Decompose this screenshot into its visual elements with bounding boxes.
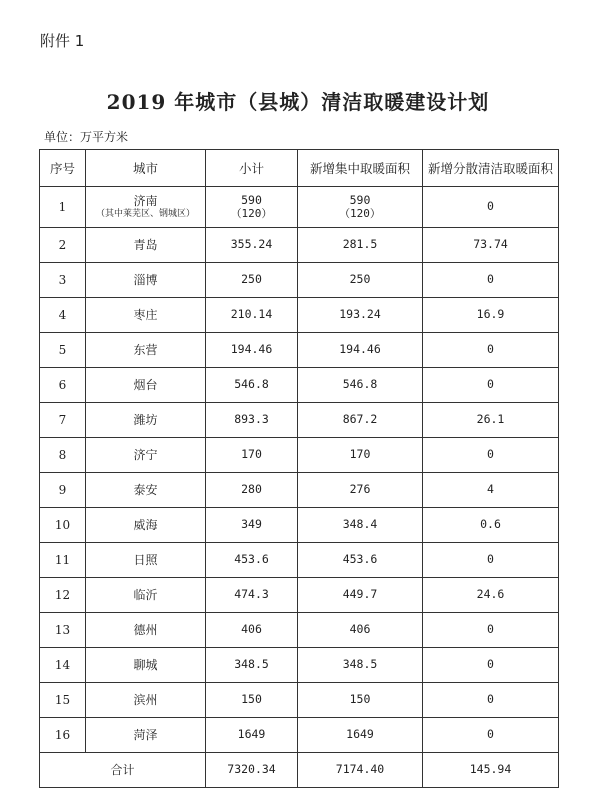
city-cell: 聊城	[86, 648, 206, 683]
scattered-cell: 0	[423, 718, 559, 753]
scattered-cell: 0	[423, 613, 559, 648]
scattered-cell: 0	[423, 683, 559, 718]
row-number: 2	[40, 228, 86, 263]
scattered-cell: 73.74	[423, 228, 559, 263]
city-cell	[86, 187, 206, 228]
central-value: 590	[349, 192, 371, 207]
city-name: 济南	[133, 194, 158, 209]
city-cell: 东营	[86, 333, 206, 368]
table-row	[40, 368, 559, 403]
subtotal-cell: 546.8	[206, 368, 298, 403]
city-cell: 潍坊	[86, 403, 206, 438]
scattered-cell: 4	[423, 473, 559, 508]
city-cell: 青岛	[86, 228, 206, 263]
table-row	[40, 613, 559, 648]
central-cell: 348.4	[298, 508, 423, 543]
central-cell: 406	[298, 613, 423, 648]
scattered-cell: 0	[423, 648, 559, 683]
total-label: 合计	[40, 753, 206, 788]
table-row	[40, 543, 559, 578]
city-cell: 日照	[86, 543, 206, 578]
subtotal-cell: 474.3	[206, 578, 298, 613]
scattered-cell: 24.6	[423, 578, 559, 613]
subtotal-cell: 250	[206, 263, 298, 298]
row-number: 14	[40, 648, 86, 683]
table-header-row	[40, 150, 559, 187]
scattered-cell: 0	[423, 333, 559, 368]
city-cell: 菏泽	[86, 718, 206, 753]
subtotal-cell: 170	[206, 438, 298, 473]
column-header: 新增集中取暖面积	[298, 150, 423, 187]
subtotal-cell: 280	[206, 473, 298, 508]
total-row	[40, 753, 559, 788]
row-number: 15	[40, 683, 86, 718]
table-row	[40, 578, 559, 613]
table-row	[40, 228, 559, 263]
scattered-cell: 16.9	[423, 298, 559, 333]
table-row	[40, 438, 559, 473]
column-header: 新增分散清洁取暖面积	[423, 150, 559, 187]
central-cell: 348.5	[298, 648, 423, 683]
city-cell: 泰安	[86, 473, 206, 508]
scattered-cell: 0	[423, 543, 559, 578]
central-cell: 281.5	[298, 228, 423, 263]
column-header: 序号	[40, 150, 86, 187]
table-row	[40, 263, 559, 298]
row-number: 7	[40, 403, 86, 438]
city-cell: 烟台	[86, 368, 206, 403]
scattered-cell: 0	[423, 368, 559, 403]
city-cell: 临沂	[86, 578, 206, 613]
scattered-cell: 0	[423, 187, 559, 228]
row-number: 16	[40, 718, 86, 753]
column-header: 小计	[206, 150, 298, 187]
row-number: 1	[40, 187, 86, 228]
central-cell: 250	[298, 263, 423, 298]
table-row	[40, 187, 559, 228]
central-cell: 453.6	[298, 543, 423, 578]
table-row	[40, 473, 559, 508]
row-number: 4	[40, 298, 86, 333]
table-row	[40, 298, 559, 333]
subtotal-note: （120）	[230, 207, 273, 221]
table-row	[40, 718, 559, 753]
subtotal-cell: 355.24	[206, 228, 298, 263]
table-row	[40, 333, 559, 368]
table-row	[40, 683, 559, 718]
unit-label: 单位：万平方米	[44, 130, 129, 144]
table-row	[40, 508, 559, 543]
city-cell: 滨州	[86, 683, 206, 718]
subtotal-cell: 210.14	[206, 298, 298, 333]
row-number: 13	[40, 613, 86, 648]
subtotal-cell: 150	[206, 683, 298, 718]
total-scattered: 145.94	[423, 753, 559, 788]
scattered-cell: 0.6	[423, 508, 559, 543]
subtotal-cell: 194.46	[206, 333, 298, 368]
subtotal-cell: 453.6	[206, 543, 298, 578]
central-cell: 449.7	[298, 578, 423, 613]
column-header: 城市	[86, 150, 206, 187]
subtotal-cell: 348.5	[206, 648, 298, 683]
central-cell: 170	[298, 438, 423, 473]
attachment-label: 附件 1	[40, 32, 85, 50]
scattered-cell: 26.1	[423, 403, 559, 438]
table-row	[40, 648, 559, 683]
city-cell: 济宁	[86, 438, 206, 473]
city-cell: 枣庄	[86, 298, 206, 333]
central-cell: 150	[298, 683, 423, 718]
row-number: 9	[40, 473, 86, 508]
central-cell	[298, 187, 423, 228]
central-note: （120）	[339, 207, 381, 221]
row-number: 8	[40, 438, 86, 473]
row-number: 12	[40, 578, 86, 613]
central-cell: 1649	[298, 718, 423, 753]
scattered-cell: 0	[423, 438, 559, 473]
row-number: 3	[40, 263, 86, 298]
central-cell: 276	[298, 473, 423, 508]
central-cell: 194.46	[298, 333, 423, 368]
row-number: 11	[40, 543, 86, 578]
document-title: 2019 年城市（县城）清洁取暖建设计划	[106, 90, 490, 114]
heating-plan-table	[39, 149, 559, 788]
city-cell: 淄博	[86, 263, 206, 298]
row-number: 6	[40, 368, 86, 403]
central-cell: 546.8	[298, 368, 423, 403]
subtotal-value: 590	[241, 192, 262, 207]
subtotal-cell: 406	[206, 613, 298, 648]
subtotal-cell	[206, 187, 298, 228]
subtotal-cell: 1649	[206, 718, 298, 753]
city-cell: 威海	[86, 508, 206, 543]
central-cell: 867.2	[298, 403, 423, 438]
city-note: （其中莱芜区、钢城区）	[95, 208, 195, 219]
central-cell: 193.24	[298, 298, 423, 333]
total-subtotal: 7320.34	[206, 753, 298, 788]
table-row	[40, 403, 559, 438]
scattered-cell: 0	[423, 263, 559, 298]
subtotal-cell: 893.3	[206, 403, 298, 438]
row-number: 5	[40, 333, 86, 368]
total-central: 7174.40	[298, 753, 423, 788]
city-cell: 德州	[86, 613, 206, 648]
subtotal-cell: 349	[206, 508, 298, 543]
row-number: 10	[40, 508, 86, 543]
